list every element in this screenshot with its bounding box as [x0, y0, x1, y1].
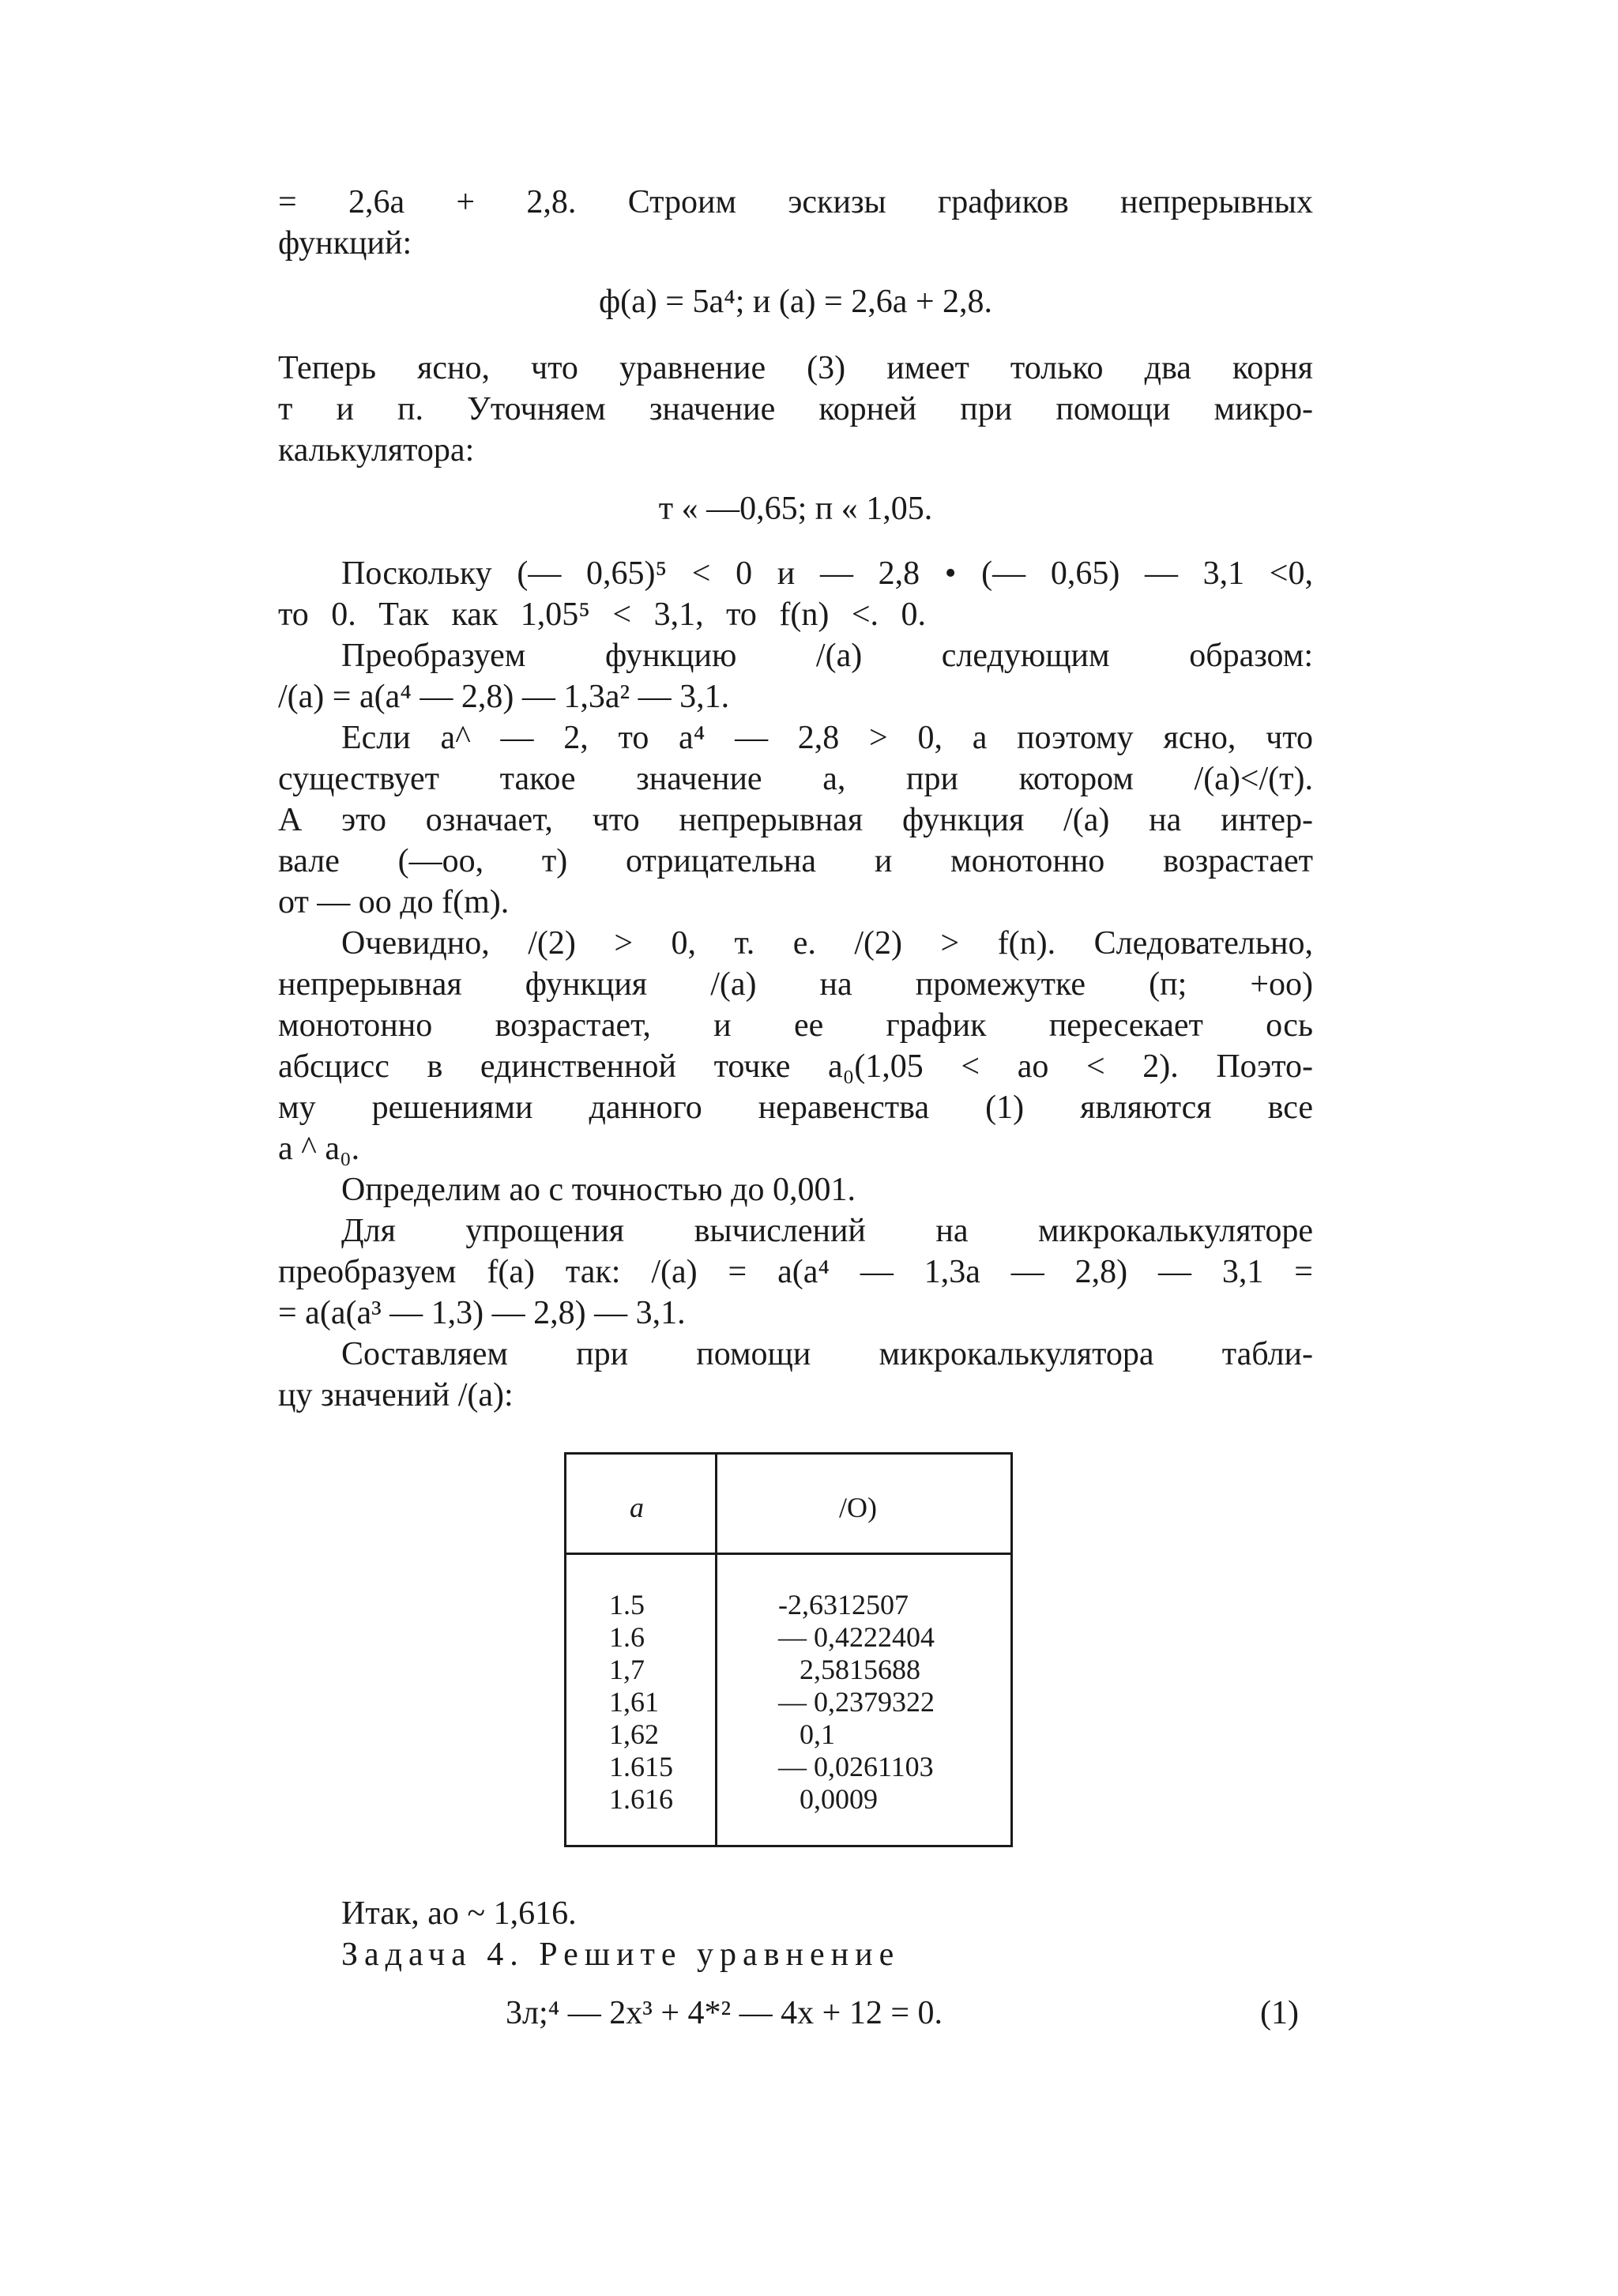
table-cell: 1,7	[609, 1654, 645, 1685]
table-cell: 0,1	[778, 1718, 835, 1750]
table-cell: 2,5815688	[778, 1654, 920, 1685]
table-cell: 1.6	[609, 1621, 645, 1653]
text-line: Составляем при помощи микрокалькулятора табли-	[341, 1336, 1313, 1372]
text-line: а ^ а₀.	[278, 1131, 360, 1167]
table-column-divider	[715, 1455, 717, 1845]
table-column-a	[609, 1589, 673, 1816]
values-table	[564, 1452, 1013, 1847]
text-line: монотонно возрастает, и ее график пересекает ось	[278, 1007, 1313, 1044]
text-line: непрерывная функция /(а) на промежутке (п; +оо)	[278, 966, 1313, 1003]
text-line: преобразуем f(a) так: /(а) = а(а⁴ — 1,3а — 2,8) — 3,1 =	[278, 1254, 1313, 1290]
text-line: /(а) = а(а⁴ — 2,8) — 1,3а² — 3,1.	[278, 679, 730, 715]
table-header-a: а	[630, 1492, 644, 1523]
text-line: функций:	[278, 225, 412, 262]
formula-line: т « —0,65; п « 1,05.	[658, 491, 933, 527]
formula-line: ф(а) = 5а⁴; и (а) = 2,6а + 2,8.	[598, 284, 993, 320]
text-line: Преобразуем функцию /(а) следующим образом:	[341, 638, 1313, 674]
text-line: Теперь ясно, что уравнение (3) имеет только два корня	[278, 350, 1313, 386]
text-line: = а(а(а³ — 1,3) — 2,8) — 3,1.	[278, 1295, 686, 1331]
text-line: Если а^ — 2, то а⁴ — 2,8 > 0, а поэтому ясно, что	[341, 720, 1313, 756]
text-line: цу значений /(а):	[278, 1377, 514, 1413]
text-line: Для упрощения вычислений на микрокалькуляторе	[341, 1213, 1313, 1249]
table-header-divider	[566, 1553, 1010, 1555]
table-column-f	[778, 1589, 935, 1816]
equation-number: (1)	[1260, 1995, 1299, 2031]
text-line: Определим ао с точностью до 0,001.	[341, 1172, 856, 1208]
problem-heading: Задача 4. Решите уравнение	[341, 1937, 901, 1973]
table-cell: -2,6312507	[778, 1589, 909, 1620]
table-cell: 1,61	[609, 1686, 659, 1718]
text-line: то 0. Так как 1,05⁵ < 3,1, то f(n) <. 0.	[278, 597, 927, 633]
text-line: абсцисс в единственной точке а₀(1,05 < ао < 2). Поэто-	[278, 1048, 1313, 1085]
table-cell: — 0,0261103	[778, 1751, 934, 1782]
table-cell: 1,62	[609, 1718, 659, 1750]
table-cell: — 0,2379322	[778, 1686, 935, 1718]
text-line: = 2,6a + 2,8. Строим эскизы графиков непрерывных	[278, 184, 1313, 220]
text-line: т и п. Уточняем значение корней при помощи микро-	[278, 391, 1313, 427]
table-cell: 0,0009	[778, 1783, 878, 1815]
table-header-f: /О)	[839, 1492, 877, 1523]
text-line: вале (—оо, т) отрицательна и монотонно возрастает	[278, 843, 1313, 879]
text-line: от — оо до f(m).	[278, 884, 510, 920]
text-line: му решениями данного неравенства (1) являются все	[278, 1090, 1313, 1126]
text-line: калькулятора:	[278, 432, 475, 469]
text-line: Поскольку (— 0,65)⁵ < 0 и — 2,8 • (— 0,65) — 3,1 <0,	[341, 555, 1313, 592]
text-line: Очевидно, /(2) > 0, т. е. /(2) > f(n). Следовательно,	[341, 925, 1313, 962]
equation: 3л;⁴ — 2х³ + 4*² — 4х + 12 = 0.	[506, 1995, 943, 2031]
table-cell: 1.616	[609, 1783, 673, 1815]
table-cell: — 0,4222404	[778, 1621, 935, 1653]
text-line: существует такое значение а, при котором /(а)</(т).	[278, 761, 1313, 797]
table-cell: 1.615	[609, 1751, 673, 1782]
text-line: Итак, ао ~ 1,616.	[341, 1895, 577, 1932]
text-line: А это означает, что непрерывная функция /(а) на интер-	[278, 802, 1313, 838]
table-cell: 1.5	[609, 1589, 645, 1620]
